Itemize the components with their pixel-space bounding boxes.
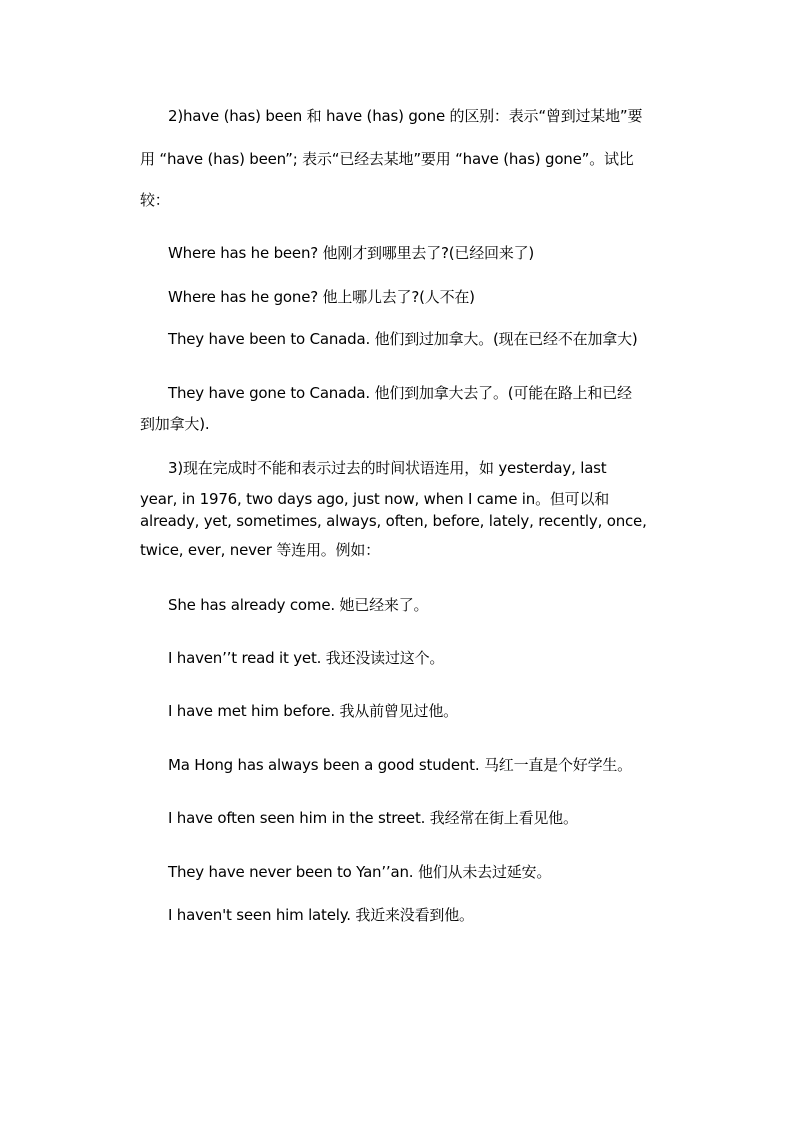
example-sentence: They have never been to Yan’’an. 他们从未去过延安。 [168,863,552,881]
example-sentence: They have gone to Canada. 他们到加拿大去了。(可能在路上和已经 [168,384,632,402]
example-sentence: I have met him before. 我从前曾见过他。 [168,702,458,720]
point-2-line-1: 2)have (has) been 和 have (has) gone 的区别：表示“曾到过某地”要 [168,107,643,125]
point-2-line-2: 用 “have (has) been”; 表示“已经去某地”要用 “have (has) gone”。试比 [140,150,634,168]
example-sentence-continued: 到加拿大). [140,415,210,433]
point-3-line-1: 3)现在完成时不能和表示过去的时间状语连用，如 yesterday, last [168,459,607,477]
point-3-line-2: year, in 1976, two days ago, just now, when I came in。但可以和 [140,490,610,508]
example-sentence: I haven't seen him lately. 我近来没看到他。 [168,906,474,924]
example-sentence: She has already come. 她已经来了。 [168,596,429,614]
example-sentence: I have often seen him in the street. 我经常在街上看见他。 [168,809,578,827]
example-sentence: Where has he gone? 他上哪儿去了?(人不在) [168,288,475,306]
point-3-line-3: already, yet, sometimes, always, often, before, lately, recently, once, [140,512,647,530]
example-sentence: I haven’’t read it yet. 我还没读过这个。 [168,649,445,667]
example-sentence: Ma Hong has always been a good student. 马红一直是个好学生。 [168,756,632,774]
point-2-line-3: 较： [140,191,170,209]
point-3-line-4: twice, ever, never 等连用。例如： [140,541,380,559]
example-sentence: Where has he been? 他刚才到哪里去了?(已经回来了) [168,244,535,262]
example-sentence: They have been to Canada. 他们到过加拿大。(现在已经不在加拿大) [168,330,638,348]
